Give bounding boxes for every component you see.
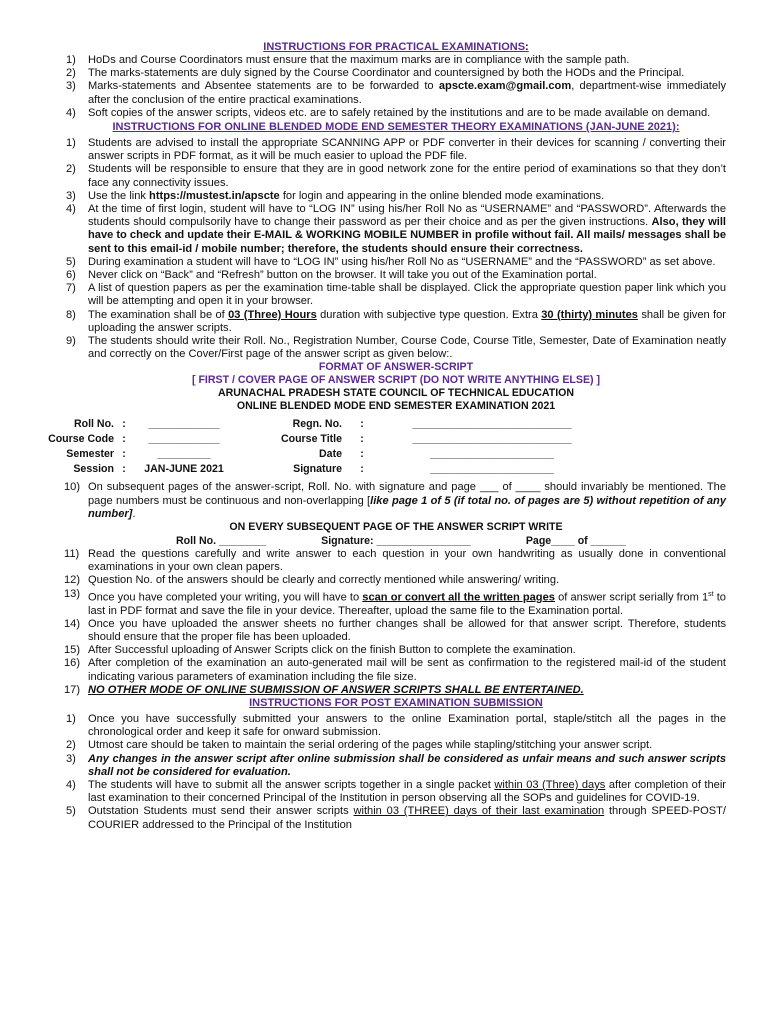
subsequent-page-title: ON EVERY SUBSEQUENT PAGE OF THE ANSWER SCRIPT WRITE — [229, 521, 563, 534]
field-label: Roll No. — [73, 418, 114, 431]
list-item — [66, 588, 726, 618]
field-value: ____________ — [148, 418, 220, 431]
subsequent-page-fields — [66, 534, 726, 548]
item-text: Once you have uploaded the answer sheets no further changes shall be allowed for that answer script. Therefore, students should ensure that the proper file has been uploaded. — [88, 617, 726, 643]
item-text: Soft copies of the answer scripts, videos etc. are to safely retained by the institutions and are to be made available on demand. — [88, 106, 711, 119]
item-number: 1) — [66, 54, 76, 66]
item-number: 16) — [64, 657, 81, 670]
list-item — [66, 753, 726, 779]
item-number: 2) — [66, 739, 76, 752]
item-text: Question No. of the answers should be clearly and correctly mentioned while answering/ writing. — [88, 574, 560, 587]
list-item — [66, 657, 726, 683]
page-field: Page____ of ______ — [525, 535, 626, 548]
field-label: Session — [73, 463, 114, 476]
field-label: Course Code — [48, 433, 114, 446]
item-text: Outstation Students must send their answer scripts within 03 (THREE) days of their last examination through SPEED-POST/ COURIER addressed to the Principal of the Institution — [88, 805, 726, 831]
format-subtitle: [ FIRST / COVER PAGE OF ANSWER SCRIPT (DO NOT WRITE ANYTHING ELSE) ] — [191, 374, 601, 387]
item-number: 13) — [64, 587, 81, 600]
item-text: Students will be responsible to ensure that they are in good network zone for the entire period of examinations so that they don’t face any connectivity issues. — [88, 163, 726, 189]
field-separator: : — [360, 463, 364, 476]
item-text: After completion of the examination an auto-generated mail will be sent as confirmation to the registered mail-id of the student indicating various parameters of examination including the file size. — [88, 657, 726, 683]
list-item — [66, 107, 726, 120]
field-label: Signature — [293, 463, 342, 476]
item-text: During examination a student will have to “LOG IN” using his/her Roll No as “USERNAME” and the “PASSWORD” as set above. — [88, 255, 716, 268]
field-value: ___________________________ — [412, 433, 572, 446]
item-number: 15) — [64, 644, 81, 657]
item-number: 3) — [66, 189, 76, 202]
item-number: 8) — [66, 308, 76, 321]
item-text: A list of question papers as per the examination time-table shall be displayed. Click the appropriate question paper link which you will be attempting and open it in your browser. — [88, 282, 726, 308]
item-text: The examination shall be of 03 (Three) Hours duration with subjective type question. Extra 30 (thirty) minutes shall be given for uploading the answer scripts. — [88, 308, 726, 334]
item-text: Use the link https://mustest.in/apscte for login and appearing in the online blended mode examinations. — [88, 189, 605, 202]
field-separator: : — [360, 448, 364, 461]
list-item — [66, 137, 726, 163]
exam-email: apscte.exam@gmail.com — [438, 80, 572, 93]
item-number: 7) — [66, 282, 76, 295]
online-heading: INSTRUCTIONS FOR ONLINE BLENDED MODE END SEMESTER THEORY EXAMINATIONS (JAN-JUNE 2021): — [112, 121, 680, 134]
item-number: 4) — [66, 779, 76, 792]
item-number: 17) — [64, 683, 81, 696]
list-item — [66, 203, 726, 256]
item-number: 2) — [66, 163, 76, 176]
list-item — [66, 335, 726, 361]
item-text: NO OTHER MODE OF ONLINE SUBMISSION OF ANSWER SCRIPTS SHALL BE ENTERTAINED. — [88, 683, 584, 696]
item-text: On subsequent pages of the answer-script, Roll. No. with signature and page ___ of ____ should invariably be mentioned. The page numbers must be continuous and non-overlapping [like page 1 of 5 (if total no. of pages are 5) without repetition of any number]. — [88, 481, 726, 520]
field-label: Date — [319, 448, 342, 461]
item-text: Marks-statements and Absentee statements are to be forwarded to apscte.exam@gmail.com, department-wise immediately after the conclusion of the entire practical examinations. — [88, 80, 727, 106]
item-number: 3) — [66, 80, 76, 93]
field-label: Semester — [66, 448, 114, 461]
item-text: The students should write their Roll. No., Registration Number, Course Code, Course Title, Semester, Date of Examination neatly and correctly on the Cover/First page of the answer script as given below:. — [88, 335, 726, 361]
item-number: 14) — [64, 617, 81, 630]
field-label: Course Title — [280, 433, 342, 446]
item-text: The students will have to submit all the answer scripts together in a single packet within 03 (Three) days after completion of their last examination to their concerned Principal of the Institution in person observing all the SOPs and guidelines for COVID-19. — [88, 779, 726, 805]
item-number: 11) — [64, 548, 80, 561]
post-exam-heading: INSTRUCTIONS FOR POST EXAMINATION SUBMISSION — [249, 697, 543, 709]
item-text: Utmost care should be taken to maintain the serial ordering of the pages while stapling/stitching your answer script. — [88, 739, 653, 752]
field-value: _____________________ — [430, 448, 554, 461]
list-item — [66, 779, 726, 805]
list-item — [66, 80, 726, 106]
signature-field: Signature: ________________ — [321, 535, 471, 548]
field-value: ___________________________ — [412, 418, 572, 431]
list-item — [66, 163, 726, 189]
list-item — [66, 618, 726, 644]
cover-page-fields — [46, 417, 726, 477]
field-value: JAN-JUNE 2021 — [144, 463, 224, 476]
list-item — [66, 644, 726, 657]
item-number: 1) — [66, 137, 76, 150]
council-name: ARUNACHAL PRADESH STATE COUNCIL OF TECHNICAL EDUCATION — [217, 387, 575, 400]
list-item — [66, 67, 726, 80]
item-text: Once you have completed your writing, you will have to scan or convert all the written pages of answer script serially from 1st to last in PDF format and save the file in your device. Thereafter, upload the same file to the Examination portal. — [88, 590, 726, 617]
field-separator: : — [122, 463, 126, 476]
item-number: 5) — [66, 805, 76, 818]
item-number: 10) — [64, 481, 81, 494]
item-text: At the time of first login, student will have to “LOG IN” using his/her Roll No as “USERNAME” and “PASSWORD”. Afterwards the students should compulsorily have to change their password as per their choice and as per the given instructions. Also, they will have to check and update their E-MAIL & WORKING MOBILE NUMBER in profile without fail. All mails/ messages shall be sent to this email-id / mobile number; therefore, the students should ensure their correctness. — [88, 203, 726, 255]
item-text: Read the questions carefully and write answer to each question in your own handwriting as usually done in conventional examinations in your own clean papers. — [88, 548, 726, 574]
online-list — [66, 137, 726, 361]
item-text: After Successful uploading of Answer Scripts click on the finish Button to complete the examination. — [88, 644, 576, 657]
list-item — [66, 739, 726, 752]
item-number: 1) — [66, 713, 76, 725]
item-text: HoDs and Course Coordinators must ensure that the maximum marks are in compliance with the sample path. — [88, 54, 630, 66]
field-value: _____________________ — [430, 463, 554, 476]
list-item — [66, 256, 726, 269]
item-number: 12) — [64, 574, 81, 587]
item-text: Once you have successfully submitted your answers to the online Examination portal, staple/stitch all the pages in the chronological order and keep it safe for onward submission. — [88, 713, 726, 739]
item-text: Any changes in the answer script after online submission shall be considered as unfair means and such answer scripts shall not be considered for evaluation. — [88, 752, 726, 778]
field-label: Regn. No. — [292, 418, 342, 431]
list-item — [66, 574, 726, 587]
field-separator: : — [122, 448, 126, 461]
field-separator: : — [122, 433, 126, 446]
exam-portal-link[interactable]: https://mustest.in/apscte — [149, 189, 280, 202]
list-item — [66, 269, 726, 282]
item-number: 6) — [66, 269, 76, 282]
item-number: 4) — [66, 203, 76, 216]
field-value: _________ — [157, 448, 211, 461]
document-page — [48, 41, 727, 832]
roll-field: Roll No. ________ — [176, 535, 267, 548]
list-item — [66, 684, 726, 697]
item-10 — [66, 481, 726, 521]
item-number: 9) — [66, 335, 76, 348]
list-item — [66, 548, 726, 574]
item-number: 5) — [66, 255, 76, 268]
item-number: 4) — [66, 106, 76, 119]
list-item — [66, 282, 726, 308]
field-separator: : — [360, 418, 364, 431]
item-text: The marks-statements are duly signed by the Course Coordinator and countersigned by both the HODs and the Principal. — [88, 67, 685, 80]
field-separator: : — [360, 433, 364, 446]
practical-heading: INSTRUCTIONS FOR PRACTICAL EXAMINATIONS: — [263, 41, 529, 53]
format-title: FORMAT OF ANSWER-SCRIPT — [318, 361, 474, 374]
later-list — [66, 548, 726, 697]
exam-name: ONLINE BLENDED MODE END SEMESTER EXAMINATION 2021 — [236, 400, 556, 413]
item-number: 2) — [66, 67, 76, 80]
list-item — [66, 481, 726, 521]
item-text: Never click on “Back” and “Refresh” button on the browser. It will take you out of the Examination portal. — [88, 269, 597, 282]
item-text: Students are advised to install the appropriate SCANNING APP or PDF converter in their devices for scanning / converting their answer scripts in PDF format, as it will be much easier to upload the PDF file. — [88, 137, 726, 163]
list-item — [66, 190, 726, 203]
practical-list — [66, 54, 726, 120]
list-item — [66, 309, 726, 335]
field-separator: : — [122, 418, 126, 431]
field-value: ____________ — [148, 433, 220, 446]
list-item — [66, 713, 726, 739]
list-item — [66, 805, 726, 831]
item-number: 3) — [66, 752, 76, 765]
post-list — [66, 713, 726, 832]
list-item — [66, 54, 726, 67]
